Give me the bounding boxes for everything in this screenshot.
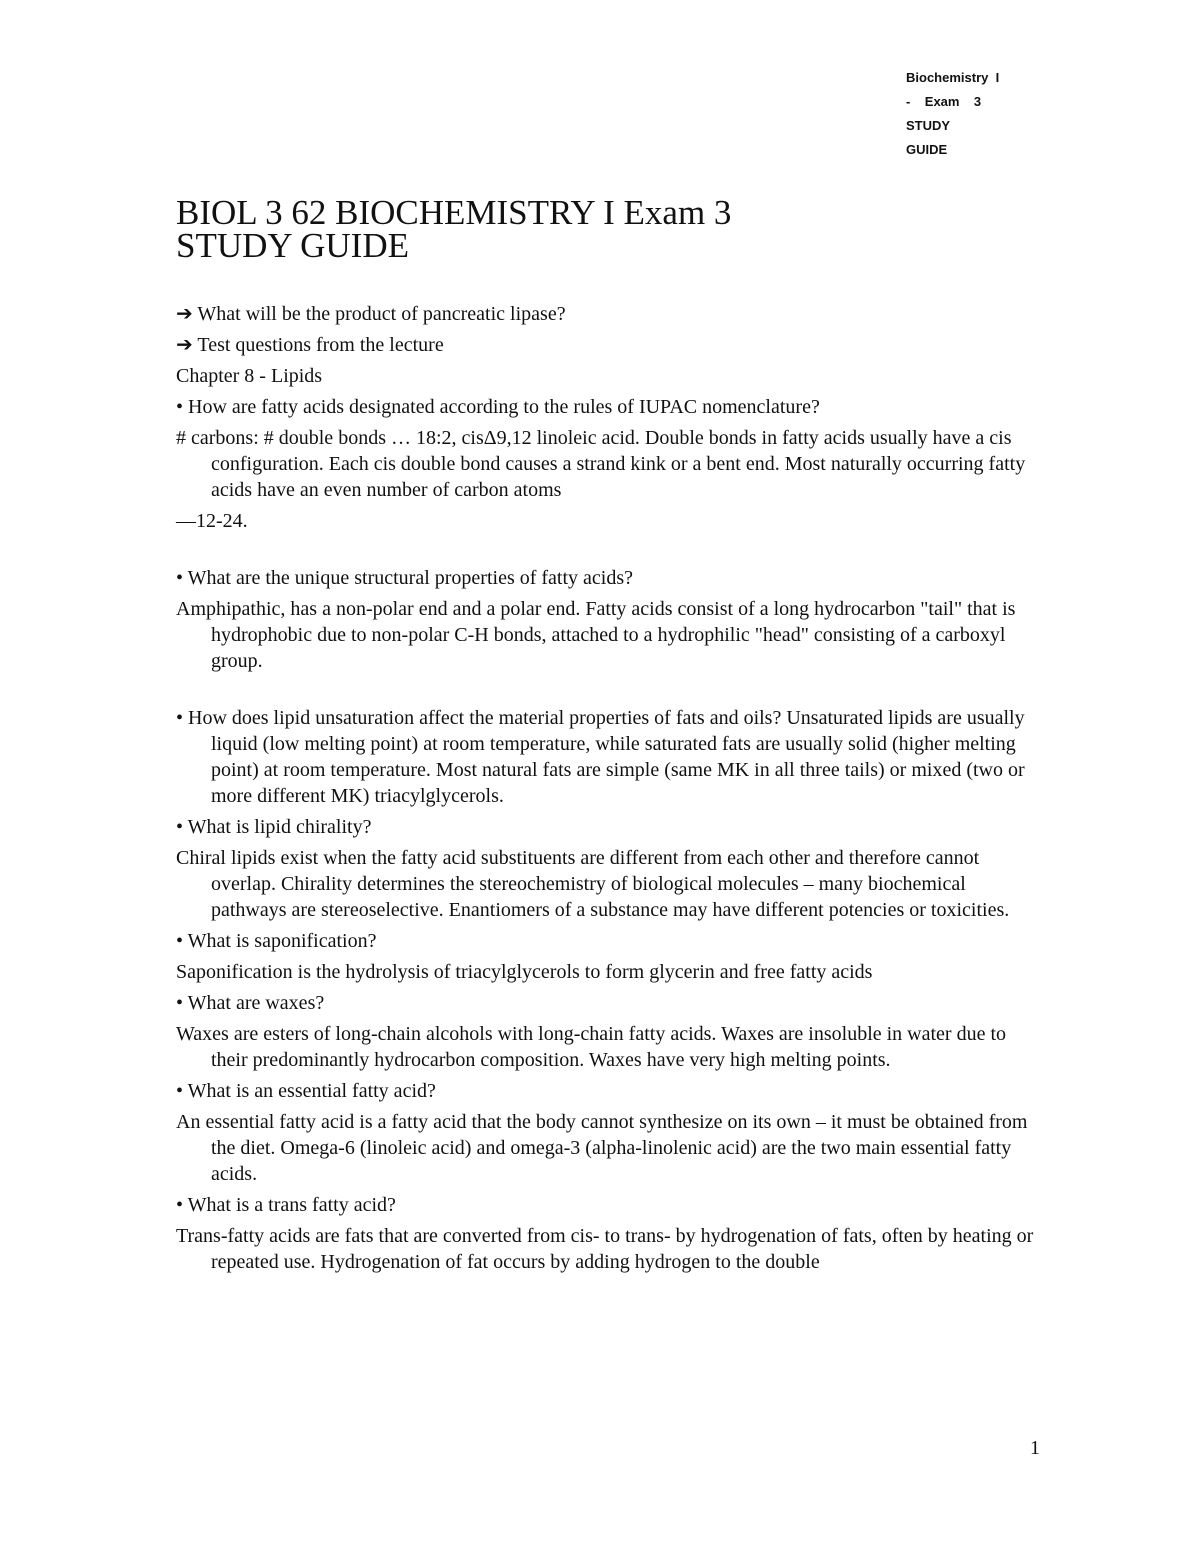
- document-body: [176, 301, 1046, 1275]
- document-title: [176, 193, 976, 265]
- answer: Trans-fatty acids are fats that are converted from cis- to trans- by hydrogenation of fats, often by heating or repeated use. Hydrogenation of fat occurs by adding hydrogen to the double: [176, 1225, 1034, 1273]
- running-header-line: GUIDE: [906, 142, 948, 157]
- arrow-question: ➔ Test questions from the lecture: [176, 334, 444, 356]
- arrow-question: ➔ What will be the product of pancreatic lipase?: [176, 303, 566, 325]
- question: • How are fatty acids designated according to the rules of IUPAC nomenclature?: [176, 396, 820, 418]
- question: • What are waxes?: [176, 992, 325, 1014]
- answer: Chiral lipids exist when the fatty acid substituents are different from each other and therefore cannot overlap. Chirality determines the stereochemistry of biological molecules – many biochemical pathways are stereoselective. Enantiomers of a substance may have different potencies or toxicities.: [176, 847, 1010, 921]
- answer: # carbons: # double bonds … 18:2, cisΔ9,12 linoleic acid. Double bonds in fatty acids usually have a cis configuration. Each cis double bond causes a strand kink or a bent end. Most naturally occurring fatty acids have an even number of carbon atoms: [176, 427, 1026, 501]
- running-header: [906, 66, 999, 162]
- answer: An essential fatty acid is a fatty acid that the body cannot synthesize on its own – it must be obtained from the diet. Omega-6 (linoleic acid) and omega-3 (alpha-linolenic acid) are the two main essential fatty acids.: [176, 1111, 1028, 1185]
- running-header-line: - Exam 3: [906, 94, 982, 109]
- answer-continuation: —12-24.: [176, 510, 248, 532]
- question: • What is an essential fatty acid?: [176, 1080, 436, 1102]
- question: • What is saponification?: [176, 930, 377, 952]
- running-header-line: Biochemistry I: [906, 70, 1000, 85]
- chapter-heading: Chapter 8 - Lipids: [176, 365, 323, 387]
- answer: Amphipathic, has a non-polar end and a polar end. Fatty acids consist of a long hydrocarbon "tail" that is hydrophobic due to non-polar C-H bonds, attached to a hydrophilic "head" consisting of a carboxyl group.: [176, 598, 1016, 672]
- document-title-line: BIOL 3 62 BIOCHEMISTRY I Exam 3: [176, 193, 732, 232]
- question: • What is a trans fatty acid?: [176, 1194, 396, 1216]
- document-title-line: STUDY GUIDE: [176, 226, 409, 265]
- question: • What are the unique structural properties of fatty acids?: [176, 567, 634, 589]
- page-number: 1: [1030, 1437, 1040, 1459]
- answer: Saponification is the hydrolysis of triacylglycerols to form glycerin and free fatty acids: [176, 961, 873, 983]
- answer: Waxes are esters of long-chain alcohols with long-chain fatty acids. Waxes are insoluble in water due to their predominantly hydrocarbon composition. Waxes have very high melting points.: [176, 1023, 1007, 1071]
- running-header-line: STUDY: [906, 118, 951, 133]
- question: • What is lipid chirality?: [176, 816, 372, 838]
- question: • How does lipid unsaturation affect the material properties of fats and oils? Unsaturated lipids are usually liquid (low melting point) at room temperature, while saturated fats are usually solid (higher melting point) at room temperature. Most natural fats are simple (same MK in all three tails) or mixed (two or more different MK) triacylglycerols.: [176, 707, 1025, 807]
